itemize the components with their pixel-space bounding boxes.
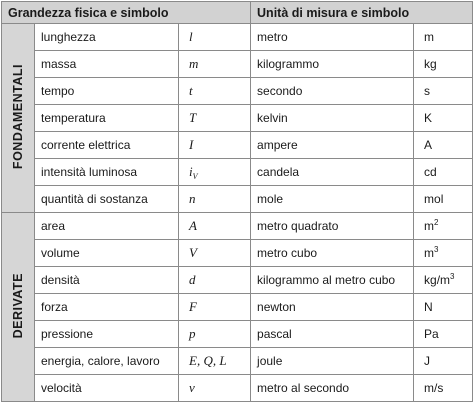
symbol-cell: [179, 240, 251, 267]
quantity-cell: volume: [35, 240, 179, 267]
abbr-text: Pa: [424, 327, 439, 341]
abbr-text: cd: [424, 165, 437, 179]
abbr-cell: [414, 240, 473, 267]
abbr-superscript: 3: [450, 272, 455, 281]
abbr-cell: [414, 132, 473, 159]
abbr-text: m/s: [424, 381, 444, 395]
header-row: [2, 2, 473, 24]
quantity-cell: quantità di sostanza: [35, 186, 179, 213]
table-row: [2, 51, 473, 78]
unit-cell: newton: [251, 294, 414, 321]
unit-cell: mole: [251, 186, 414, 213]
table-row: [2, 78, 473, 105]
abbr-text: N: [424, 300, 433, 314]
abbr-text: J: [424, 354, 431, 368]
symbol-text: l: [189, 29, 193, 44]
unit-cell: ampere: [251, 132, 414, 159]
symbol-text: V: [189, 245, 197, 260]
table-row: [2, 24, 473, 51]
quantity-cell: tempo: [35, 78, 179, 105]
abbr-text: mol: [424, 192, 444, 206]
unit-cell: metro: [251, 24, 414, 51]
quantity-cell: intensità luminosa: [35, 159, 179, 186]
symbol-cell: [179, 213, 251, 240]
table-row: [2, 105, 473, 132]
abbr-cell: [414, 375, 473, 402]
quantity-cell: temperatura: [35, 105, 179, 132]
symbol-cell: [179, 186, 251, 213]
abbr-text: m: [424, 246, 435, 260]
symbol-cell: [179, 348, 251, 375]
group-label: DERIVATE: [11, 272, 25, 339]
abbr-cell: [414, 105, 473, 132]
group-label-cell: [2, 24, 35, 213]
table-row: [2, 213, 473, 240]
symbol-text: t: [189, 83, 193, 98]
symbol-cell: [179, 78, 251, 105]
abbr-cell: [414, 78, 473, 105]
unit-cell: metro al secondo: [251, 375, 414, 402]
symbol-text: i: [189, 164, 193, 179]
abbr-text: m: [424, 219, 435, 233]
symbol-text: T: [189, 110, 197, 125]
abbr-text: A: [424, 138, 433, 152]
abbr-cell: [414, 159, 473, 186]
unit-cell: kelvin: [251, 105, 414, 132]
table-row: [2, 348, 473, 375]
unit-cell: joule: [251, 348, 414, 375]
symbol-cell: [179, 294, 251, 321]
symbol-cell: [179, 105, 251, 132]
symbol-cell: [179, 159, 251, 186]
symbol-text: v: [189, 380, 195, 395]
symbol-text: n: [189, 191, 196, 206]
unit-cell: secondo: [251, 78, 414, 105]
symbol-text: E, Q, L: [189, 353, 227, 368]
abbr-cell: [414, 348, 473, 375]
unit-cell: metro cubo: [251, 240, 414, 267]
abbr-superscript: 3: [434, 245, 439, 254]
symbol-text: p: [189, 326, 196, 341]
symbol-cell: [179, 267, 251, 294]
symbol-cell: [179, 24, 251, 51]
symbol-cell: [179, 51, 251, 78]
abbr-cell: [414, 186, 473, 213]
abbr-text: m: [424, 30, 435, 44]
symbol-text: d: [189, 272, 196, 287]
table-row: [2, 132, 473, 159]
header-quantity: Grandezza fisica e simbolo: [2, 2, 251, 24]
table-row: [2, 294, 473, 321]
table-body: [2, 24, 473, 402]
quantity-cell: massa: [35, 51, 179, 78]
unit-cell: pascal: [251, 321, 414, 348]
header-unit: Unità di misura e simbolo: [251, 2, 473, 24]
unit-cell: metro quadrato: [251, 213, 414, 240]
symbol-cell: [179, 132, 251, 159]
symbol-cell: [179, 321, 251, 348]
unit-cell: kilogrammo: [251, 51, 414, 78]
group-label-cell: [2, 213, 35, 402]
units-table: [1, 1, 473, 402]
unit-cell: candela: [251, 159, 414, 186]
quantity-cell: pressione: [35, 321, 179, 348]
quantity-cell: area: [35, 213, 179, 240]
abbr-cell: [414, 321, 473, 348]
symbol-text: F: [189, 299, 197, 314]
abbr-cell: [414, 267, 473, 294]
table-row: [2, 375, 473, 402]
table-row: [2, 240, 473, 267]
abbr-cell: [414, 294, 473, 321]
quantity-cell: velocità: [35, 375, 179, 402]
abbr-cell: [414, 213, 473, 240]
unit-cell: kilogrammo al metro cubo: [251, 267, 414, 294]
quantity-cell: forza: [35, 294, 179, 321]
quantity-cell: energia, calore, lavoro: [35, 348, 179, 375]
abbr-cell: [414, 24, 473, 51]
group-label: FONDAMENTALI: [11, 63, 25, 170]
symbol-text: m: [189, 56, 199, 71]
abbr-text: kg/m: [424, 273, 451, 287]
symbol-text: A: [189, 218, 197, 233]
abbr-cell: [414, 51, 473, 78]
abbr-text: kg: [424, 57, 437, 71]
quantity-cell: corrente elettrica: [35, 132, 179, 159]
abbr-text: K: [424, 111, 433, 125]
table-row: [2, 267, 473, 294]
table-row: [2, 321, 473, 348]
symbol-text: I: [189, 137, 194, 152]
abbr-superscript: 2: [434, 218, 439, 227]
quantity-cell: densità: [35, 267, 179, 294]
abbr-text: s: [424, 84, 431, 98]
symbol-subscript: V: [192, 172, 198, 181]
table-row: [2, 159, 473, 186]
quantity-cell: lunghezza: [35, 24, 179, 51]
table-row: [2, 186, 473, 213]
symbol-cell: [179, 375, 251, 402]
